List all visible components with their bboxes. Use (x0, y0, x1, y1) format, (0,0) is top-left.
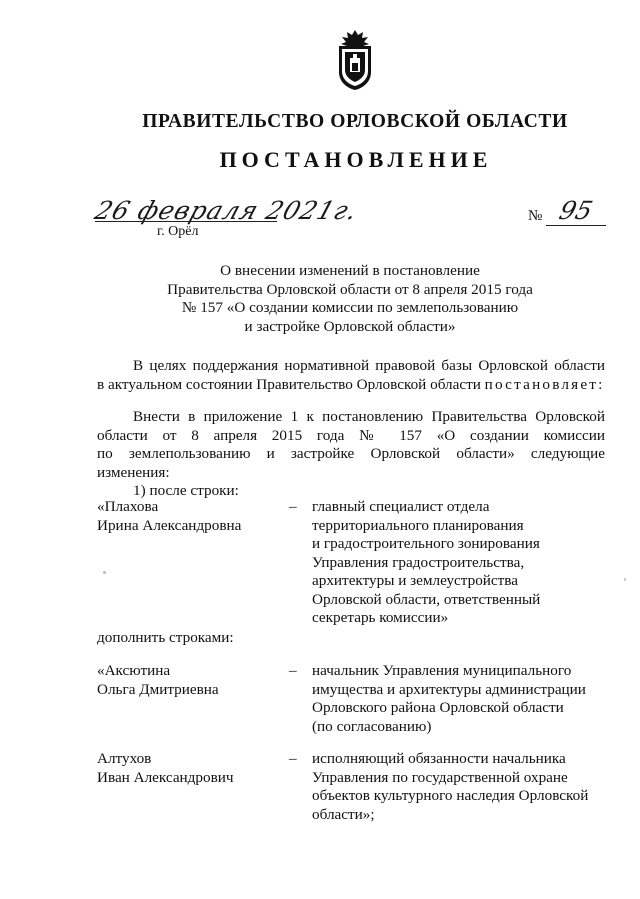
government-name: ПРАВИТЕЛЬСТВО ОРЛОВСКОЙ ОБЛАСТИ (142, 111, 568, 132)
coat-of-arms-icon (331, 28, 379, 92)
dash: – (289, 662, 297, 679)
preamble-line: в актуальном состоянии Правительство Орловской области постановляет: (97, 375, 605, 393)
document-type: ПОСТАНОВЛЕНИЕ (219, 147, 493, 172)
preamble-paragraph (97, 357, 605, 394)
city-label: г. Орёл (157, 224, 199, 239)
body-line: по землепользованию и застройке Орловской области» следующие изменения: (97, 445, 605, 481)
number-underline (546, 225, 606, 226)
body-line: Внести в приложение 1 к постановлению Правительства Орловской (133, 408, 605, 425)
body-paragraph (97, 408, 605, 501)
body-line: области от 8 апреля 2015 года № 157 «О создании комиссии (97, 426, 605, 444)
preamble-line: В целях поддержания нормативной правовой базы Орловской области (133, 357, 605, 374)
member-position: исполняющий обязанности начальника Управления по государственной охране объектов культурного наследия Орловской области»; (312, 750, 589, 823)
subject-line: и застройке Орловской области» (244, 317, 456, 335)
dash: – (289, 498, 297, 515)
member-position: главный специалист отдела территориального планирования и градостроительного зонирования Управления градостроительства, архитектуры и землеустройства Орловской области, ответственный секретарь комиссии» (312, 498, 541, 626)
member-name: «Плахова Ирина Александровна (97, 498, 242, 534)
decision-word: постановляет: (484, 375, 605, 393)
handwritten-date: 26 февраля 2021г. (91, 196, 362, 225)
number-sign: № (528, 208, 543, 224)
member-name: «Аксютина Ольга Дмитриевна (97, 662, 219, 698)
item-1: 1) после строки: (133, 482, 239, 499)
dash: – (289, 750, 297, 767)
member-position: начальник Управления муниципального имущества и архитектуры администрации Орловского района Орловской области (по согласованию) (312, 662, 586, 735)
handwritten-number: 95 (556, 196, 596, 225)
subject-line: Правительства Орловской области от 8 апреля 2015 года (167, 280, 533, 298)
member-name: Алтухов Иван Александрович (97, 750, 234, 786)
subject-line: О внесении изменений в постановление (220, 262, 480, 279)
subject-line: № 157 «О создании комиссии по землепользованию (181, 299, 519, 316)
date-underline (95, 221, 277, 222)
scan-speck (624, 578, 626, 581)
document-subject (130, 262, 570, 336)
supplement-text: дополнить строками: (97, 629, 234, 646)
scan-speck (103, 571, 106, 574)
